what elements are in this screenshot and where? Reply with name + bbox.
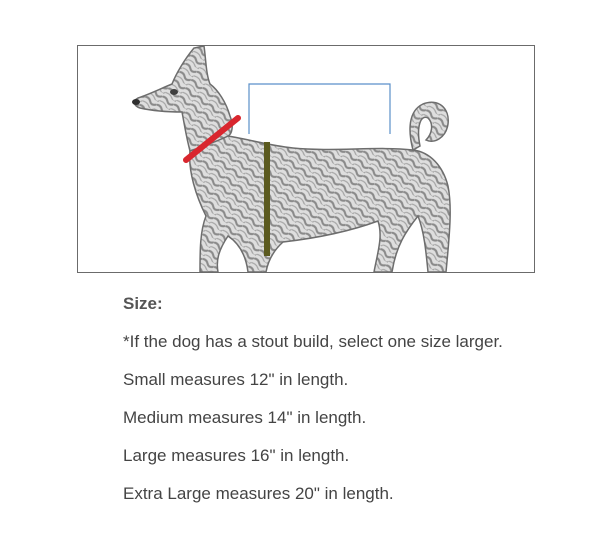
dog-measurement-diagram-icon [78, 46, 534, 272]
size-large-line: Large measures 16" in length. [123, 446, 350, 465]
dog-measurement-figure [77, 45, 535, 273]
size-heading: Size: [123, 294, 163, 313]
size-info [123, 293, 583, 521]
size-extra-large-line: Extra Large measures 20" in length. [123, 484, 394, 503]
dog-silhouette [132, 46, 450, 272]
size-medium-line: Medium measures 14" in length. [123, 408, 367, 427]
girth-measure-bar [264, 142, 270, 256]
stout-build-note: *If the dog has a stout build, select one size larger. [123, 332, 503, 351]
size-small-line: Small measures 12" in length. [123, 370, 349, 389]
length-measure-bracket [249, 84, 390, 134]
